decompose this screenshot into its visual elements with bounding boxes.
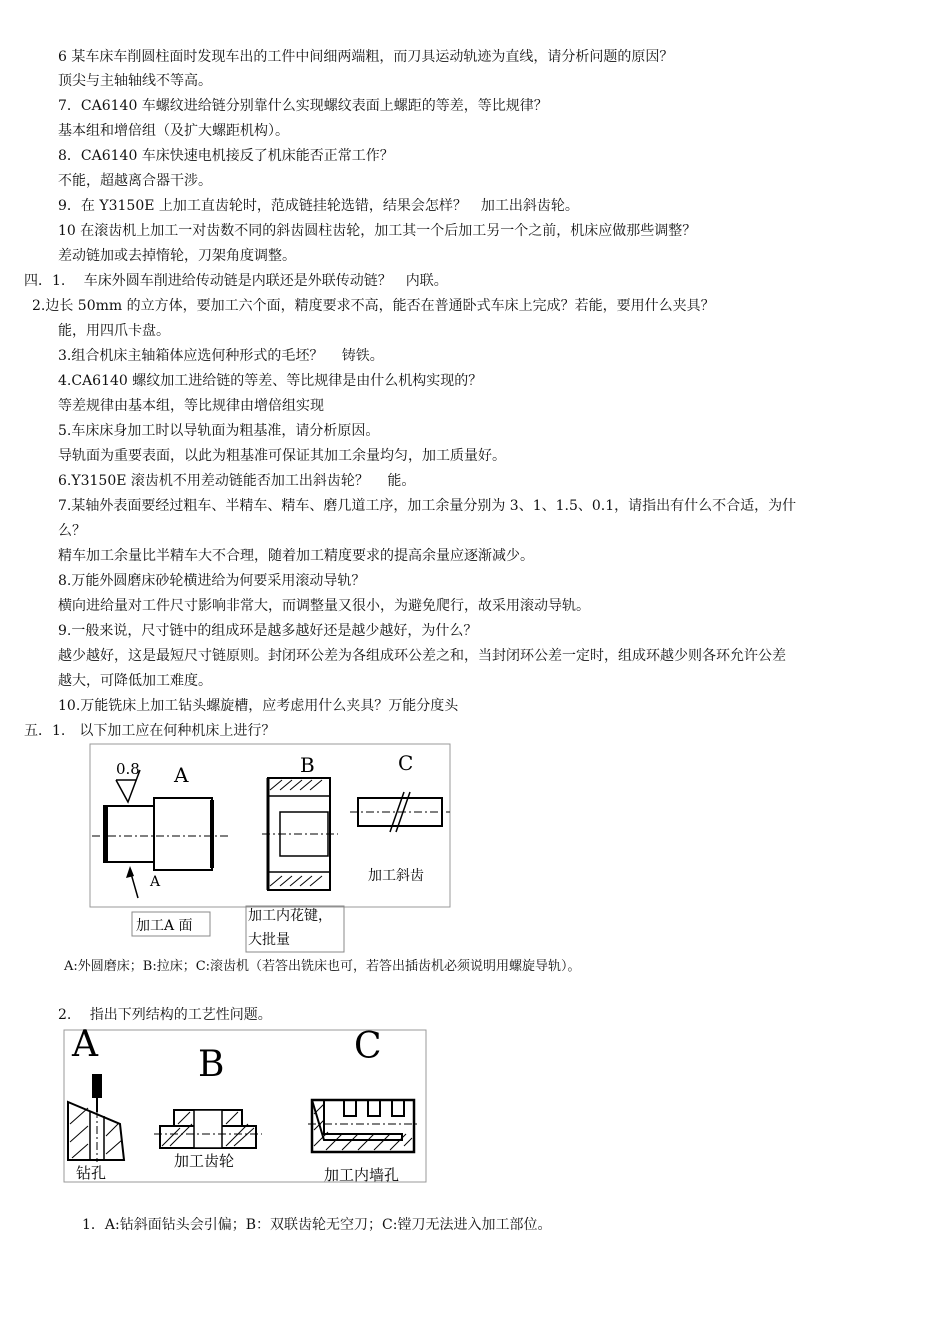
housing-drawing <box>308 1100 418 1152</box>
text-line: 越大，可降低加工难度。 <box>58 673 212 689</box>
shaft-drawing <box>92 798 228 870</box>
text-line: 能，用四爪卡盘。 <box>58 323 170 339</box>
text-line: 等差规律由基本组，等比规律由增倍组实现 <box>58 398 324 414</box>
text-line: 6.Y3150E 滚齿机不用差动链能否加工出斜齿轮？ 能。 <box>58 473 416 489</box>
text-line: 5.车床床身加工时以导轨面为粗基准，请分析原因。 <box>58 423 380 439</box>
fig2-caption-b: 加工齿轮 <box>174 1152 235 1170</box>
drill-on-slope-drawing <box>68 1074 124 1162</box>
fig1-label-c: C <box>398 751 414 775</box>
text-line: 不能，超越离合器干涉。 <box>58 173 212 189</box>
fig1-caption-c: 加工斜齿 <box>368 868 424 884</box>
text-line: 3.组合机床主轴箱体应选何种形式的毛坯？ 铸铁。 <box>58 348 384 364</box>
text-line: 7.某轴外表面要经过粗车、半精车、精车、磨几道工序，加工余量分别为 3、1、1.5、0.1，请指出有什么不合适，为什 <box>58 498 797 514</box>
text-line: 9.一般来说，尺寸链中的组成环是越多越好还是越少越好，为什么？ <box>58 623 478 639</box>
text-line: 6 某车床车削圆柱面时发现车出的工件中间细两端粗，而刀具运动轨迹为直线，请分析问题的原因？ <box>58 49 674 65</box>
text-line: 么？ <box>58 523 86 539</box>
text-line: 横向进给量对工件尺寸影响非常大，而调整量又很小，为避免爬行，故采用滚动导轨。 <box>58 598 590 614</box>
question-2: 2. 指出下列结构的工艺性问题。 <box>58 1007 272 1023</box>
text-line: 五．1. 以下加工应在何种机床上进行？ <box>24 723 276 739</box>
arrow-head <box>126 866 134 878</box>
text-line: 2.边长 50mm 的立方体，要加工六个面，精度要求不高，能否在普通卧式车床上完成？若能，要用什么夹具？ <box>32 298 715 314</box>
text-line: 越少越好，这是最短尺寸链原则。封闭环公差为各组成环公差之和，当封闭环公差一定时，组成环越少则各环允许公差 <box>58 648 786 664</box>
fig1-caption-b1: 加工内花键， <box>248 908 332 924</box>
answer-1: A:外圆磨床；B:拉床；C:滚齿机（若答出铣床也可，若答出插齿机必须说明用螺旋导轨）。 <box>64 959 581 974</box>
arrow-label-a: A <box>150 874 161 890</box>
figure-structure-problems <box>58 1012 430 1192</box>
fig1-label-a: A <box>174 763 189 787</box>
text-line: 四．1. 车床外圆车削进给传动链是内联还是外联传动链？ 内联。 <box>24 273 448 289</box>
fig2-label-b: B <box>198 1044 225 1085</box>
fig2-caption-c: 加工内墙孔 <box>324 1166 400 1184</box>
answer-2: 1．A:钻斜面钻头会引偏；B：双联齿轮无空刀；C:镗刀无法进入加工部位。 <box>82 1217 552 1233</box>
roughness-value: 0.8 <box>116 760 140 778</box>
double-gear-drawing <box>154 1110 262 1148</box>
fig1-caption-a: 加工A 面 <box>136 918 193 934</box>
text-line: 9．在 Y3150E 上加工直齿轮时，范成链挂轮选错，结果会怎样？ 加工出斜齿轮。 <box>58 198 579 214</box>
text-line: 差动链加或去掉惰轮，刀架角度调整。 <box>58 248 296 264</box>
text-line: 导轨面为重要表面，以此为粗基准可保证其加工余量均匀，加工质量好。 <box>58 448 506 464</box>
fig2-label-a: A <box>72 1024 98 1065</box>
figure-machining-parts <box>88 740 458 955</box>
text-line: 10 在滚齿机上加工一对齿数不同的斜齿圆柱齿轮，加工其一个后加工另一个之前，机床应做那些调整？ <box>58 223 697 239</box>
fig1-caption-b2: 大批量 <box>248 932 290 948</box>
fig1-label-b: B <box>300 753 315 777</box>
text-line: 10.万能铣床上加工钻头螺旋槽，应考虑用什么夹具？万能分度头 <box>58 698 459 714</box>
text-line: 7．CA6140 车螺纹进给链分别靠什么实现螺纹表面上螺距的等差，等比规律？ <box>58 98 548 114</box>
fig2-label-c: C <box>354 1026 382 1067</box>
bushing-drawing <box>262 778 338 890</box>
fig2-caption-a: 钻孔 <box>76 1164 107 1182</box>
text-line: 8．CA6140 车床快速电机接反了机床能否正常工作？ <box>58 148 394 164</box>
text-line: 精车加工余量比半精车大不合理，随着加工精度要求的提高余量应逐渐减少。 <box>58 548 534 564</box>
text-line: 顶尖与主轴轴线不等高。 <box>58 73 212 89</box>
text-line: 4.CA6140 螺纹加工进给链的等差、等比规律是由什么机构实现的？ <box>58 373 483 389</box>
text-line: 8.万能外圆磨床砂轮横进给为何要采用滚动导轨？ <box>58 573 366 589</box>
text-line: 基本组和增倍组（及扩大螺距机构）。 <box>58 123 289 139</box>
helical-gear-drawing <box>350 792 450 832</box>
